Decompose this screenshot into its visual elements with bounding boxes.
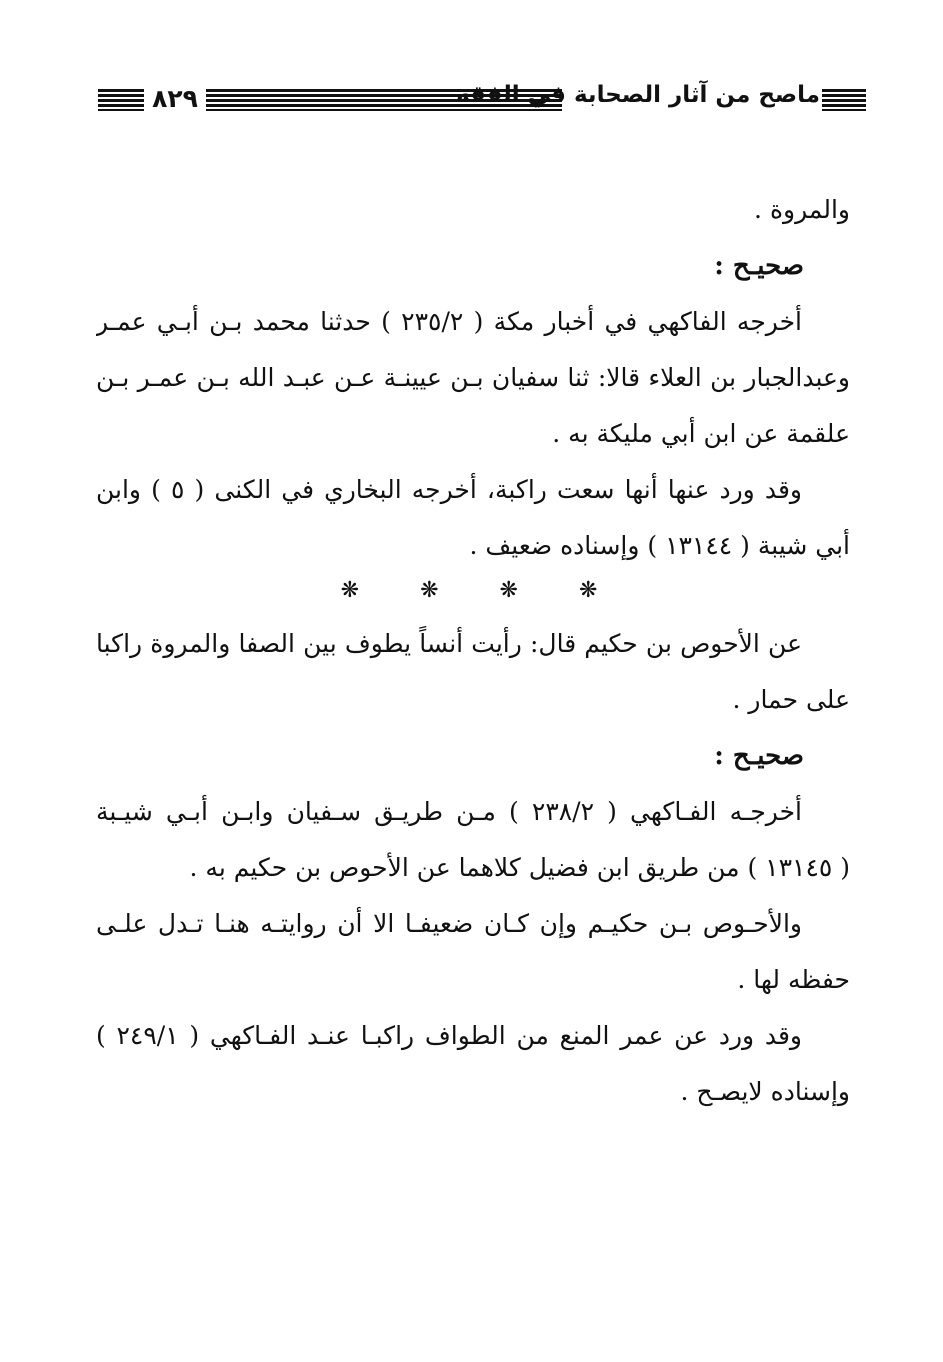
star-ornament-icon: ❋ [420, 578, 439, 603]
text-line: وعبدالجبار بن العلاء قالا: ثنا سفيان بـن عيينـة عـن عبـد الله بـن عمـر بـن [96, 363, 850, 392]
star-ornament-icon: ❋ [340, 578, 360, 603]
star-ornament-icon: ❋ [578, 578, 598, 603]
section-separator [96, 574, 850, 616]
text-line: وقد ورد عن عمر المنع من الطواف راكبـا عنـد الفـاكهي ( ٢٤٩/١ ) [96, 1021, 802, 1050]
text-line: علقمة عن ابن أبي مليكة به . [552, 419, 850, 448]
running-title: ماصح من آثار الصحابة في الفقه [456, 82, 820, 108]
page-number: ٨٢٩ [152, 84, 198, 113]
text-line: أخرجه الفاكهي في أخبار مكة ( ٢٣٥/٢ ) حدثنا محمد بـن أبـي عمـر [96, 307, 802, 336]
text-line: أخرجـه الفـاكهي ( ٢٣٨/٢ ) مـن طريـق سـفيان وابـن أبـي شيـبة [96, 797, 802, 826]
header-rule-left [98, 89, 144, 111]
text-line: حفظه لها . [737, 965, 850, 994]
text-line: وإسناده لايصـح . [680, 1077, 850, 1106]
text-line: والمروة . [754, 195, 850, 224]
page-header [98, 80, 866, 120]
text-line: على حمار . [732, 685, 850, 714]
text-line: وقد ورد عنها أنها سعت راكبة، أخرجه البخاري في الكنى ( ٥ ) وابن [96, 475, 803, 504]
section-heading: صحيـح : [714, 741, 804, 771]
text-line: والأحـوص بـن حكيـم وإن كـان ضعيفـا الا أن روايتـه هنـا تـدل علـى [96, 909, 802, 938]
header-rule-right [822, 89, 866, 111]
text-line: أبي شيبة ( ١٣١٤٤ ) وإسناده ضعيف . [469, 531, 850, 560]
star-ornament-icon: ❋ [499, 578, 518, 603]
text-line: ( ١٣١٤٥ ) من طريق ابن فضيل كلاهما عن الأحوص بن حكيم به . [189, 853, 850, 882]
text-line: عن الأحوص بن حكيم قال: رأيت أنساً يطوف بين الصفا والمروة راكبا [96, 629, 802, 658]
page-body [96, 182, 850, 1120]
section-heading: صحيـح : [714, 251, 804, 281]
